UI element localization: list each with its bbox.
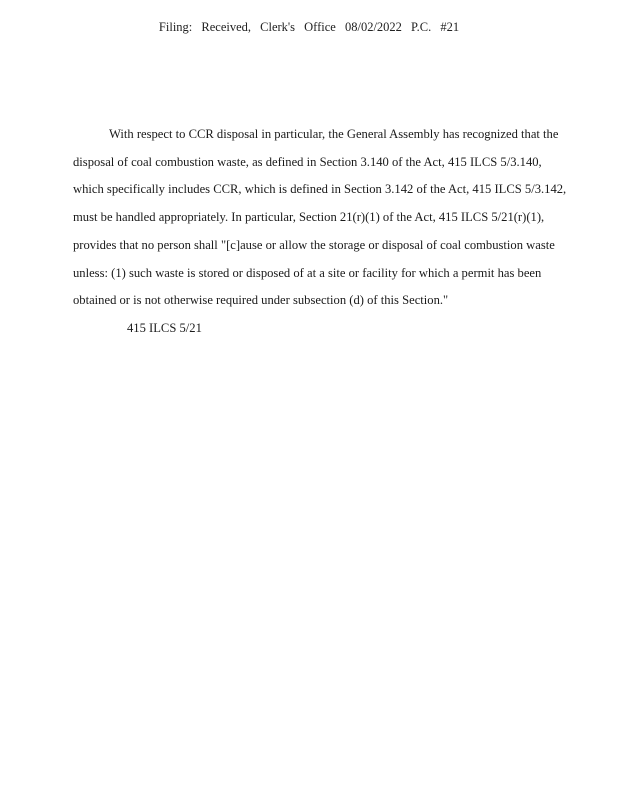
body-line-1: With respect to CCR disposal in particular, the General Assembly has recognized that the [109,127,559,141]
body-line-5: provides that no person shall "[c]ause or allow the storage or disposal of coal combustion waste [73,237,555,252]
body-line-2: disposal of coal combustion waste, as defined in Section 3.140 of the Act, 415 ILCS 5/3.140, [73,154,542,169]
body-line-6: unless: (1) such waste is stored or disposed of at a site or facility for which a permit has been [73,265,542,280]
body-line-7: obtained or is not otherwise required under subsection (d) of this Section." [73,293,449,308]
body-line-4: must be handled appropriately. In particular, Section 21(r)(1) of the Act, 415 ILCS 5/21(r)(1), [73,210,545,225]
body-line-3: which specifically includes CCR, which is defined in Section 3.142 of the Act, 415 ILCS 5/3.142, [73,182,567,197]
document-body [73,121,597,315]
filing-stamp-header: Filing: Received, Clerk's Office 08/02/2022 P.C. #21 [158,20,460,34]
footnote-citation: 415 ILCS 5/21 [127,321,202,335]
